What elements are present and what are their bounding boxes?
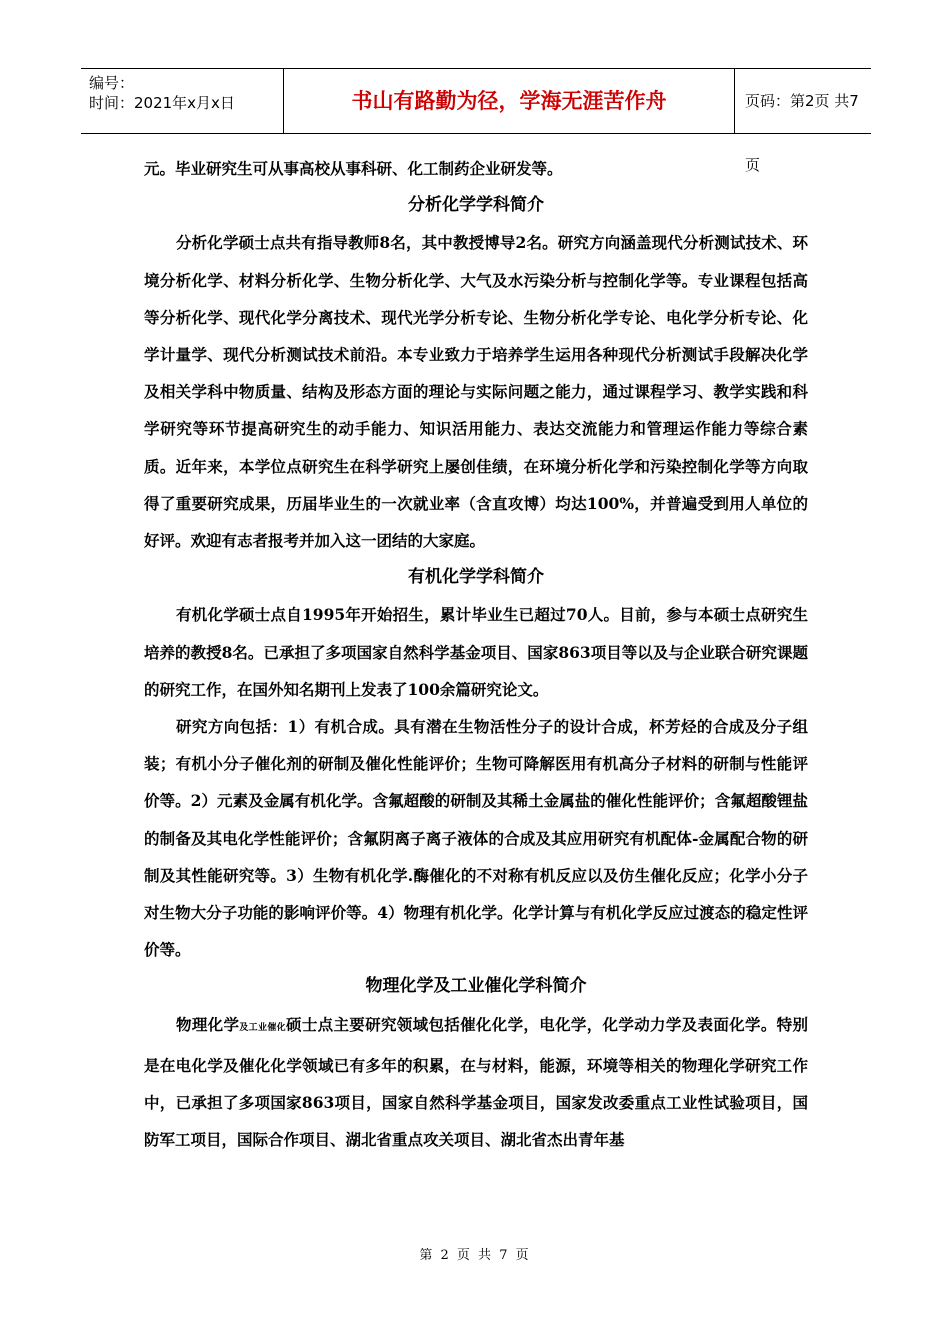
physical-paragraph-rest: 硕士点主要研究领域包括催化化学，电化学，化学动力学及表面化学。特别是在电化学及催化化学领域已有多年的积累，在与材料，能源，环境等相关的物理化学研究工作中，已承担了多项国家863项目，国家自然科学基金项目，国家发改委重点工业性试验项目，国防军工项目，国际合作项目、湖北省重点攻关项目、湖北省杰出青年基 bbox=[144, 1014, 808, 1150]
page-footer: 第 2 页 共 7 页 bbox=[419, 1248, 531, 1263]
analytical-paragraph: 分析化学硕士点共有指导教师8名，其中教授博导2名。研究方向涵盖现代分析测试技术、环境分析化学、材料分析化学、生物分析化学、大气及水污染分析与控制化学等。专业课程包括高等分析化学、现代化学分离技术、现代光学分析专论、生物分析化学专论、电化学分析专论、化学计量学、现代分析测试技术前沿。本专业致力于培养学生运用各种现代分析测试手段解决化学及相关学科中物质量、结构及形态方面的理论与实际问题之能力，通过课程学习、教学实践和科学研究等环节提高研究生的动手能力、知识活用能力、表达交流能力和管理运作能力等综合素质。近年来，本学位点研究生在科学研究上屡创佳绩，在环境分析化学和污染控制化学等方向取得了重要研究成果，历届毕业生的一次就业率（含直攻博）均达100%，并普遍受到用人单位的好评。欢迎有志者报考并加入这一团结的大家庭。 bbox=[144, 233, 808, 551]
section-title-analytical: 分析化学学科简介 bbox=[408, 195, 544, 216]
header-time: 时间：2021年x月x日 bbox=[89, 94, 235, 112]
physical-paragraph-small-text: 及工业催化 bbox=[239, 1022, 286, 1033]
section-title-organic: 有机化学学科简介 bbox=[408, 567, 544, 588]
physical-paragraph-lead: 物理化学 bbox=[176, 1014, 240, 1034]
header-motto: 书山有路勤为径，学海无涯苦作舟 bbox=[283, 69, 735, 133]
document-body bbox=[144, 150, 808, 1158]
header-meta bbox=[81, 69, 283, 133]
organic-paragraph-1: 有机化学硕士点自1995年开始招生，累计毕业生已超过70人。目前，参与本硕士点研究生培养的教授8名。已承担了多项国家自然科学基金项目、国家863项目等以及与企业联合研究课题的研究工作，在国外知名期刊上发表了100余篇研究论文。 bbox=[144, 605, 808, 699]
header-page-number: 页码：第2页 共7页 bbox=[745, 92, 859, 174]
intro-tail-paragraph: 元。毕业研究生可从事高校从事科研、化工制药企业研发等。 bbox=[144, 159, 563, 178]
physical-paragraph bbox=[144, 1006, 808, 1159]
organic-paragraph-2: 研究方向包括：1）有机合成。具有潜在生物活性分子的设计合成，杯芳烃的合成及分子组装；有机小分子催化剂的研制及催化性能评价；生物可降解医用有机高分子材料的研制与性能评价等。2）元素及金属有机化学。含氟超酸的研制及其稀土金属盐的催化性能评价；含氟超酸锂盐的制备及其电化学性能评价；含氟阴离子离子液体的合成及其应用研究有机配体-金属配合物的研制及其性能研究等。3）生物有机化学.酶催化的不对称有机反应以及仿生催化反应；化学小分子对生物大分子功能的影响评价等。4）物理有机化学。化学计算与有机化学反应过渡态的稳定性评价等。 bbox=[144, 717, 808, 960]
header-number: 编号： bbox=[89, 74, 135, 92]
section-title-physical: 物理化学及工业催化学科简介 bbox=[365, 976, 587, 997]
